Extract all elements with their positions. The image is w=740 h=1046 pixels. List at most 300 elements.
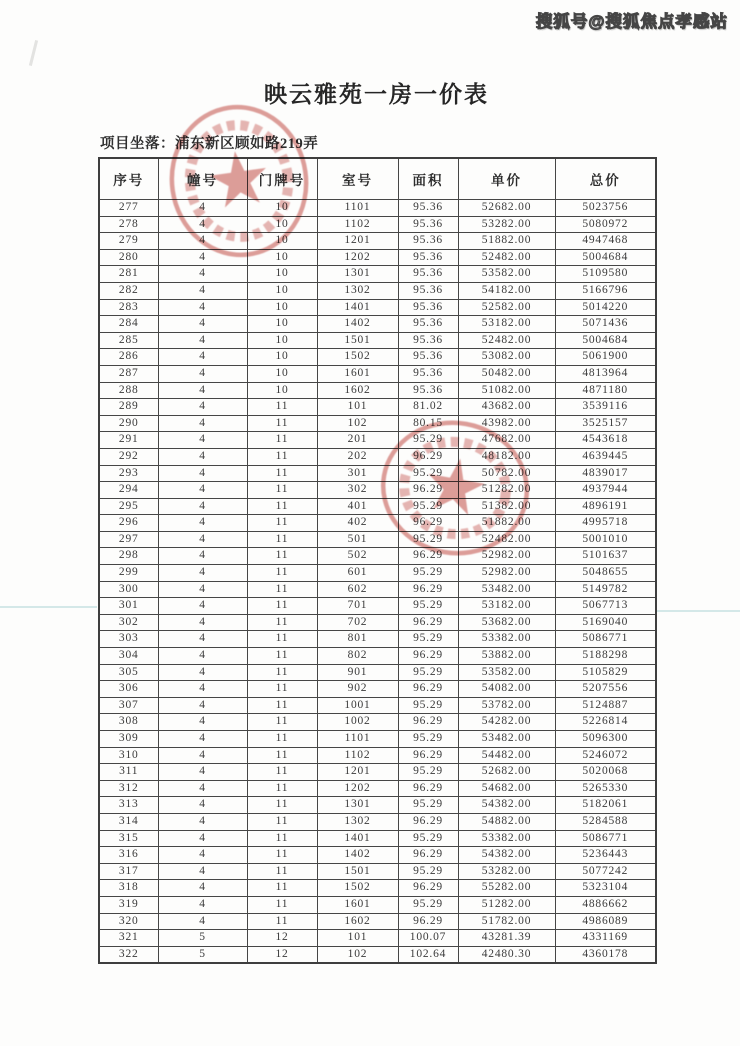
table-cell: 96.29 <box>398 482 458 499</box>
table-cell: 701 <box>317 598 398 615</box>
table-cell: 11 <box>247 415 317 432</box>
table-cell: 281 <box>99 266 158 283</box>
table-cell: 5004684 <box>555 332 656 349</box>
table-cell: 4 <box>158 448 247 465</box>
table-cell: 5 <box>158 930 247 947</box>
table-cell: 4986089 <box>555 913 656 930</box>
table-cell: 4 <box>158 332 247 349</box>
table-cell: 1102 <box>317 747 398 764</box>
table-cell: 4 <box>158 565 247 582</box>
table-cell: 4 <box>158 515 247 532</box>
table-cell: 4 <box>158 648 247 665</box>
table-cell: 284 <box>99 316 158 333</box>
table-cell: 51082.00 <box>458 382 555 399</box>
table-cell: 5071436 <box>555 316 656 333</box>
table-cell: 95.36 <box>398 299 458 316</box>
table-cell: 12 <box>247 946 317 963</box>
table-cell: 53482.00 <box>458 581 555 598</box>
table-row <box>99 282 656 299</box>
table-cell: 5023756 <box>555 200 656 217</box>
table-cell: 4 <box>158 813 247 830</box>
table-cell: 5020068 <box>555 764 656 781</box>
table-cell: 304 <box>99 648 158 665</box>
table-cell: 96.29 <box>398 813 458 830</box>
table-cell: 4 <box>158 233 247 250</box>
table-cell: 278 <box>99 216 158 233</box>
table-cell: 95.29 <box>398 830 458 847</box>
table-cell: 51882.00 <box>458 233 555 250</box>
table-cell: 4 <box>158 863 247 880</box>
table-cell: 288 <box>99 382 158 399</box>
table-cell: 4 <box>158 216 247 233</box>
table-cell: 502 <box>317 548 398 565</box>
table-cell: 11 <box>247 697 317 714</box>
table-cell: 1201 <box>317 764 398 781</box>
table-cell: 313 <box>99 797 158 814</box>
table-cell: 286 <box>99 349 158 366</box>
table-cell: 96.29 <box>398 747 458 764</box>
red-official-seal-icon <box>163 99 315 265</box>
table-cell: 4 <box>158 498 247 515</box>
table-cell: 53782.00 <box>458 697 555 714</box>
table-cell: 297 <box>99 531 158 548</box>
table-row <box>99 648 656 665</box>
table-cell: 53382.00 <box>458 631 555 648</box>
table-cell: 11 <box>247 847 317 864</box>
table-cell: 280 <box>99 249 158 266</box>
table-cell: 4 <box>158 747 247 764</box>
table-cell: 11 <box>247 399 317 416</box>
table-cell: 54882.00 <box>458 813 555 830</box>
table-row <box>99 714 656 731</box>
table-row <box>99 780 656 797</box>
table-cell: 4995718 <box>555 515 656 532</box>
table-cell: 4 <box>158 415 247 432</box>
column-header: 门牌号 <box>247 158 317 200</box>
table-cell: 4937944 <box>555 482 656 499</box>
table-cell: 11 <box>247 664 317 681</box>
table-row <box>99 581 656 598</box>
table-cell: 1402 <box>317 316 398 333</box>
table-row <box>99 681 656 698</box>
table-cell: 51282.00 <box>458 896 555 913</box>
table-cell: 10 <box>247 282 317 299</box>
table-row <box>99 631 656 648</box>
table-cell: 303 <box>99 631 158 648</box>
table-cell: 5086771 <box>555 830 656 847</box>
table-cell: 1001 <box>317 697 398 714</box>
table-cell: 4543618 <box>555 432 656 449</box>
table-cell: 96.29 <box>398 714 458 731</box>
table-cell: 285 <box>99 332 158 349</box>
table-cell: 11 <box>247 432 317 449</box>
table-cell: 5067713 <box>555 598 656 615</box>
table-cell: 4896191 <box>555 498 656 515</box>
table-row <box>99 299 656 316</box>
table-cell: 4 <box>158 614 247 631</box>
table-cell: 96.29 <box>398 648 458 665</box>
table-cell: 11 <box>247 631 317 648</box>
table-cell: 302 <box>99 614 158 631</box>
table-cell: 50482.00 <box>458 365 555 382</box>
table-cell: 5226814 <box>555 714 656 731</box>
table-cell: 1202 <box>317 249 398 266</box>
table-cell: 43682.00 <box>458 399 555 416</box>
table-row <box>99 399 656 416</box>
table-cell: 11 <box>247 648 317 665</box>
table-cell: 5001010 <box>555 531 656 548</box>
table-cell: 53282.00 <box>458 863 555 880</box>
table-cell: 10 <box>247 233 317 250</box>
table-cell: 51882.00 <box>458 515 555 532</box>
table-cell: 4360178 <box>555 946 656 963</box>
scan-smudge <box>29 40 38 66</box>
table-row <box>99 913 656 930</box>
table-cell: 52682.00 <box>458 764 555 781</box>
table-cell: 54382.00 <box>458 797 555 814</box>
table-cell: 95.29 <box>398 531 458 548</box>
table-cell: 291 <box>99 432 158 449</box>
table-cell: 301 <box>99 598 158 615</box>
table-cell: 11 <box>247 731 317 748</box>
table-cell: 4 <box>158 847 247 864</box>
table-cell: 802 <box>317 648 398 665</box>
table-cell: 1101 <box>317 731 398 748</box>
table-cell: 11 <box>247 813 317 830</box>
table-cell: 1601 <box>317 896 398 913</box>
table-cell: 101 <box>317 399 398 416</box>
table-cell: 602 <box>317 581 398 598</box>
table-cell: 10 <box>247 200 317 217</box>
table-cell: 4 <box>158 349 247 366</box>
table-cell: 4 <box>158 714 247 731</box>
table-cell: 287 <box>99 365 158 382</box>
table-cell: 1602 <box>317 913 398 930</box>
table-cell: 53582.00 <box>458 664 555 681</box>
table-cell: 4 <box>158 200 247 217</box>
table-cell: 53182.00 <box>458 316 555 333</box>
table-cell: 11 <box>247 598 317 615</box>
table-cell: 53582.00 <box>458 266 555 283</box>
table-cell: 1101 <box>317 200 398 217</box>
table-row <box>99 266 656 283</box>
table-cell: 53182.00 <box>458 598 555 615</box>
table-cell: 5109580 <box>555 266 656 283</box>
table-cell: 4 <box>158 365 247 382</box>
table-cell: 102.64 <box>398 946 458 963</box>
table-cell: 53882.00 <box>458 648 555 665</box>
table-cell: 42480.30 <box>458 946 555 963</box>
table-cell: 95.36 <box>398 216 458 233</box>
table-cell: 1501 <box>317 863 398 880</box>
table-cell: 96.29 <box>398 581 458 598</box>
table-cell: 96.29 <box>398 448 458 465</box>
table-cell: 47682.00 <box>458 432 555 449</box>
table-row <box>99 697 656 714</box>
table-cell: 299 <box>99 565 158 582</box>
table-row <box>99 332 656 349</box>
table-cell: 1502 <box>317 880 398 897</box>
table-cell: 51382.00 <box>458 498 555 515</box>
table-cell: 5166796 <box>555 282 656 299</box>
table-cell: 95.29 <box>398 863 458 880</box>
table-cell: 5105829 <box>555 664 656 681</box>
table-cell: 902 <box>317 681 398 698</box>
table-cell: 55282.00 <box>458 880 555 897</box>
table-cell: 5077242 <box>555 863 656 880</box>
table-cell: 95.29 <box>398 664 458 681</box>
table-cell: 5080972 <box>555 216 656 233</box>
table-cell: 201 <box>317 432 398 449</box>
table-cell: 5207556 <box>555 681 656 698</box>
table-cell: 294 <box>99 482 158 499</box>
table-cell: 319 <box>99 896 158 913</box>
table-cell: 4 <box>158 316 247 333</box>
table-cell: 4 <box>158 266 247 283</box>
table-cell: 4 <box>158 764 247 781</box>
table-cell: 1102 <box>317 216 398 233</box>
table-cell: 1602 <box>317 382 398 399</box>
table-cell: 95.29 <box>398 797 458 814</box>
table-cell: 290 <box>99 415 158 432</box>
table-cell: 316 <box>99 847 158 864</box>
table-cell: 11 <box>247 714 317 731</box>
table-cell: 5265330 <box>555 780 656 797</box>
table-cell: 11 <box>247 780 317 797</box>
table-cell: 4 <box>158 531 247 548</box>
table-row <box>99 813 656 830</box>
table-cell: 11 <box>247 614 317 631</box>
table-row <box>99 797 656 814</box>
table-cell: 96.29 <box>398 614 458 631</box>
table-cell: 5169040 <box>555 614 656 631</box>
table-cell: 11 <box>247 465 317 482</box>
table-cell: 11 <box>247 515 317 532</box>
table-cell: 312 <box>99 780 158 797</box>
table-cell: 95.29 <box>398 465 458 482</box>
table-cell: 301 <box>317 465 398 482</box>
table-row <box>99 565 656 582</box>
table-row <box>99 664 656 681</box>
table-cell: 95.29 <box>398 598 458 615</box>
table-cell: 96.29 <box>398 880 458 897</box>
table-cell: 702 <box>317 614 398 631</box>
table-cell: 901 <box>317 664 398 681</box>
table-cell: 315 <box>99 830 158 847</box>
table-cell: 12 <box>247 930 317 947</box>
table-cell: 402 <box>317 515 398 532</box>
table-row <box>99 880 656 897</box>
table-row <box>99 349 656 366</box>
table-cell: 5048655 <box>555 565 656 582</box>
column-header: 单价 <box>458 158 555 200</box>
table-cell: 5182061 <box>555 797 656 814</box>
table-cell: 52482.00 <box>458 531 555 548</box>
table-cell: 501 <box>317 531 398 548</box>
table-cell: 95.36 <box>398 282 458 299</box>
column-header: 面积 <box>398 158 458 200</box>
table-cell: 5086771 <box>555 631 656 648</box>
table-cell: 96.29 <box>398 548 458 565</box>
table-row <box>99 896 656 913</box>
table-cell: 4 <box>158 299 247 316</box>
column-header: 幢号 <box>158 158 247 200</box>
table-cell: 11 <box>247 581 317 598</box>
table-cell: 81.02 <box>398 399 458 416</box>
scan-artifact-line <box>656 610 740 612</box>
table-cell: 302 <box>317 482 398 499</box>
table-cell: 4 <box>158 913 247 930</box>
table-cell: 95.36 <box>398 266 458 283</box>
table-cell: 283 <box>99 299 158 316</box>
table-row <box>99 316 656 333</box>
table-cell: 95.36 <box>398 200 458 217</box>
table-cell: 95.36 <box>398 382 458 399</box>
table-cell: 96.29 <box>398 780 458 797</box>
table-cell: 4 <box>158 282 247 299</box>
column-header: 总价 <box>555 158 656 200</box>
table-cell: 5236443 <box>555 847 656 864</box>
table-cell: 308 <box>99 714 158 731</box>
table-cell: 11 <box>247 880 317 897</box>
table-cell: 96.29 <box>398 913 458 930</box>
table-cell: 96.29 <box>398 515 458 532</box>
table-cell: 4 <box>158 896 247 913</box>
column-header: 室号 <box>317 158 398 200</box>
table-cell: 4331169 <box>555 930 656 947</box>
table-cell: 5284588 <box>555 813 656 830</box>
table-cell: 10 <box>247 349 317 366</box>
table-row <box>99 930 656 947</box>
table-cell: 53082.00 <box>458 349 555 366</box>
table-cell: 309 <box>99 731 158 748</box>
table-cell: 10 <box>247 299 317 316</box>
table-cell: 101 <box>317 930 398 947</box>
table-row <box>99 764 656 781</box>
table-cell: 54182.00 <box>458 282 555 299</box>
table-cell: 11 <box>247 913 317 930</box>
table-cell: 289 <box>99 399 158 416</box>
table-cell: 300 <box>99 581 158 598</box>
table-cell: 43281.39 <box>458 930 555 947</box>
table-cell: 53682.00 <box>458 614 555 631</box>
table-cell: 4 <box>158 465 247 482</box>
table-row <box>99 830 656 847</box>
table-cell: 10 <box>247 382 317 399</box>
table-cell: 1002 <box>317 714 398 731</box>
table-cell: 3539116 <box>555 399 656 416</box>
table-cell: 292 <box>99 448 158 465</box>
table-cell: 100.07 <box>398 930 458 947</box>
table-cell: 1501 <box>317 332 398 349</box>
table-cell: 11 <box>247 531 317 548</box>
table-cell: 401 <box>317 498 398 515</box>
table-cell: 4 <box>158 631 247 648</box>
table-cell: 11 <box>247 681 317 698</box>
table-cell: 4 <box>158 581 247 598</box>
table-cell: 1302 <box>317 282 398 299</box>
table-cell: 4 <box>158 731 247 748</box>
table-row <box>99 382 656 399</box>
table-cell: 96.29 <box>398 847 458 864</box>
table-cell: 5061900 <box>555 349 656 366</box>
table-cell: 4871180 <box>555 382 656 399</box>
table-cell: 5014220 <box>555 299 656 316</box>
table-cell: 52482.00 <box>458 249 555 266</box>
table-cell: 4 <box>158 382 247 399</box>
table-cell: 53482.00 <box>458 731 555 748</box>
table-cell: 95.36 <box>398 249 458 266</box>
table-cell: 95.36 <box>398 332 458 349</box>
table-cell: 277 <box>99 200 158 217</box>
table-cell: 4 <box>158 697 247 714</box>
table-cell: 4 <box>158 249 247 266</box>
table-cell: 5096300 <box>555 731 656 748</box>
table-cell: 95.29 <box>398 631 458 648</box>
table-cell: 95.36 <box>398 233 458 250</box>
table-cell: 202 <box>317 448 398 465</box>
table-cell: 48182.00 <box>458 448 555 465</box>
table-cell: 3525157 <box>555 415 656 432</box>
table-cell: 1302 <box>317 813 398 830</box>
table-cell: 295 <box>99 498 158 515</box>
table-cell: 95.29 <box>398 731 458 748</box>
table-cell: 318 <box>99 880 158 897</box>
table-cell: 50782.00 <box>458 465 555 482</box>
table-cell: 1502 <box>317 349 398 366</box>
table-cell: 53382.00 <box>458 830 555 847</box>
table-cell: 5004684 <box>555 249 656 266</box>
table-cell: 310 <box>99 747 158 764</box>
table-cell: 1402 <box>317 847 398 864</box>
table-cell: 102 <box>317 415 398 432</box>
table-cell: 279 <box>99 233 158 250</box>
table-cell: 5149782 <box>555 581 656 598</box>
table-cell: 10 <box>247 365 317 382</box>
table-row <box>99 731 656 748</box>
watermark-text: 搜狐号@搜狐焦点孝感站 <box>535 13 728 31</box>
table-cell: 4 <box>158 399 247 416</box>
table-row <box>99 747 656 764</box>
table-cell: 4 <box>158 880 247 897</box>
table-cell: 1401 <box>317 830 398 847</box>
table-cell: 10 <box>247 316 317 333</box>
table-cell: 5188298 <box>555 648 656 665</box>
table-cell: 95.29 <box>398 565 458 582</box>
table-cell: 10 <box>247 216 317 233</box>
table-cell: 95.36 <box>398 349 458 366</box>
table-cell: 4839017 <box>555 465 656 482</box>
table-cell: 4 <box>158 681 247 698</box>
table-cell: 95.36 <box>398 365 458 382</box>
table-row <box>99 365 656 382</box>
table-cell: 95.36 <box>398 316 458 333</box>
table-cell: 4886662 <box>555 896 656 913</box>
table-cell: 5101637 <box>555 548 656 565</box>
table-cell: 5246072 <box>555 747 656 764</box>
table-cell: 4639445 <box>555 448 656 465</box>
table-cell: 102 <box>317 946 398 963</box>
project-location: 项目坐落：浦东新区顾如路219弄 <box>100 136 319 152</box>
table-row <box>99 598 656 615</box>
table-cell: 95.29 <box>398 764 458 781</box>
table-cell: 4 <box>158 830 247 847</box>
table-cell: 52582.00 <box>458 299 555 316</box>
table-cell: 1301 <box>317 266 398 283</box>
table-row <box>99 946 656 963</box>
table-cell: 54082.00 <box>458 681 555 698</box>
table-cell: 11 <box>247 830 317 847</box>
